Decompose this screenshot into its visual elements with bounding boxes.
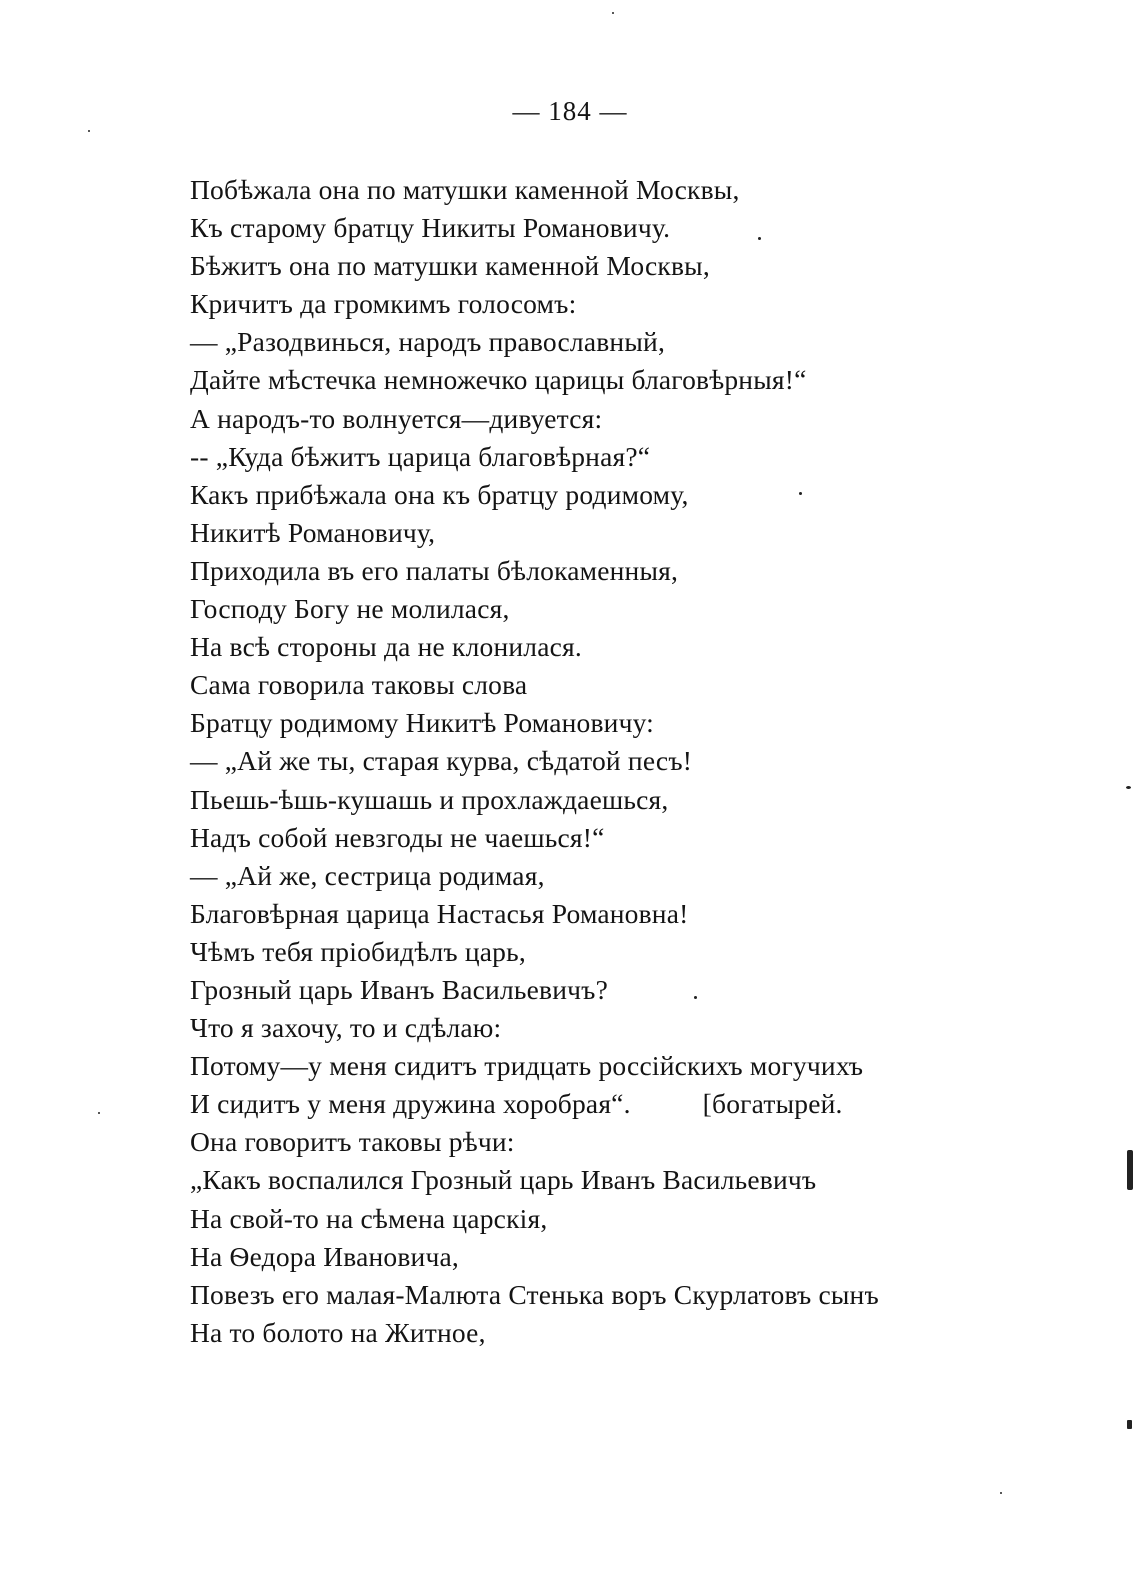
verse-line-text: — „Ай же, сестрица родимая, [190, 859, 545, 891]
verse-line [190, 1200, 990, 1238]
verse-line [190, 1123, 990, 1161]
scan-speck [612, 12, 614, 14]
verse-line-text: А народъ-то волнуется—дивуется: [190, 402, 603, 434]
verse-line-text: Пьешь-ѣшь-кушашь и прохлаждаешься, [190, 783, 669, 815]
verse-line-text: Приходила въ его палаты бѣлокаменныя, [190, 554, 679, 586]
verse-line-text: Что я захочу, то и сдѣлаю: [190, 1012, 502, 1044]
verse-line-continuation: [богатырей. [702, 1088, 843, 1120]
verse-line-text: Братцу родимому Никитѣ Романовичу: [190, 707, 655, 739]
verse-line [190, 438, 990, 476]
verse-line [190, 895, 990, 933]
verse-line [190, 323, 990, 361]
verse-line-text: Потому—у меня сидитъ тридцать россійскихъ могучихъ [190, 1050, 864, 1082]
verse-line-text: Повезъ его малая-Малюта Стенька воръ Скурлатовъ сынъ [190, 1278, 879, 1310]
verse-line-text: Надъ собой невзгоды не чаешься!“ [190, 821, 605, 853]
verse-line [190, 781, 990, 819]
verse-line [190, 666, 990, 704]
verse-line [190, 514, 990, 552]
verse-line [190, 857, 990, 895]
scan-speck [1127, 1420, 1132, 1429]
verse-line-text: Сама говорила таковы слова [190, 669, 528, 701]
verse-line [190, 171, 990, 209]
verse-line [190, 704, 990, 742]
verse-line [190, 285, 990, 323]
verse-line-text: -- „Куда бѣжитъ царица благовѣрная?“ [190, 440, 651, 472]
page-number: — 184 — [512, 96, 628, 126]
verse-line [190, 1009, 990, 1047]
verse-line-text: „Какъ воспалился Грозный царь Иванъ Васильевичъ [190, 1164, 817, 1196]
verse-line-text: Какъ прибѣжала она къ братцу родимому, [190, 478, 689, 510]
verse-line-text: Грозный царь Иванъ Васильевичъ? [190, 973, 609, 1005]
verse-line [190, 552, 990, 590]
verse-line-text: На всѣ стороны да не клонилася. [190, 631, 582, 663]
scan-speck [694, 996, 697, 999]
verse-line-text: На Ѳедора Ивановича, [190, 1240, 459, 1272]
scan-speck [1126, 786, 1131, 789]
verse-line [190, 1161, 990, 1199]
verse-line-text: Чѣмъ тебя пріобидѣлъ царь, [190, 935, 526, 967]
verse-line-text: Она говоритъ таковы рѣчи: [190, 1126, 515, 1158]
verse-line [190, 819, 990, 857]
verse-line [190, 742, 990, 780]
verse-line-text: Никитѣ Романовичу, [190, 516, 436, 548]
verse-line-text: — „Ай же ты, старая курва, сѣдатой песъ! [190, 745, 693, 777]
scan-speck [98, 1112, 100, 1114]
verse-line [190, 400, 990, 438]
scan-speck [88, 130, 90, 132]
verse-line [190, 971, 990, 1009]
verse-line [190, 1047, 990, 1085]
verse-line [190, 476, 990, 514]
scan-speck [1127, 1150, 1133, 1190]
verse-line-text: На свой-то на сѣмена царскія, [190, 1202, 548, 1234]
verse-line-text: Благовѣрная царица Настасья Романовна! [190, 897, 689, 929]
verse-line [190, 1276, 990, 1314]
verse-line [190, 628, 990, 666]
verse-line-text: Кричитъ да громкимъ голосомъ: [190, 288, 577, 320]
verse-line-text: И сидитъ у меня дружина хоробрая“. [190, 1088, 631, 1120]
scan-speck [1000, 1492, 1002, 1494]
verse-line-text: Дайте мѣстечка немножечко царицы благовѣрныя!“ [190, 364, 807, 396]
verse-line [190, 361, 990, 399]
verse-line [190, 1238, 990, 1276]
verse-line [190, 1085, 990, 1123]
verse-line-text: На то болото на Житное, [190, 1316, 486, 1348]
verse-line-text: — „Разодвинься, народъ православный, [190, 326, 666, 358]
verse-line [190, 933, 990, 971]
verse-line-text: Господу Богу не молилася, [190, 593, 510, 625]
verse-line [190, 590, 990, 628]
scan-speck [799, 492, 802, 495]
verse-line-text: Побѣжала она по матушки каменной Москвы, [190, 174, 740, 205]
verse-line-text: Къ старому братцу Никиты Романовичу. [190, 212, 671, 244]
scan-speck [758, 237, 761, 240]
verse-line-text: Бѣжитъ она по матушки каменной Москвы, [190, 250, 710, 282]
verse-line [190, 209, 990, 247]
verse-block [190, 171, 990, 1352]
verse-line [190, 247, 990, 285]
verse-line [190, 1314, 990, 1352]
